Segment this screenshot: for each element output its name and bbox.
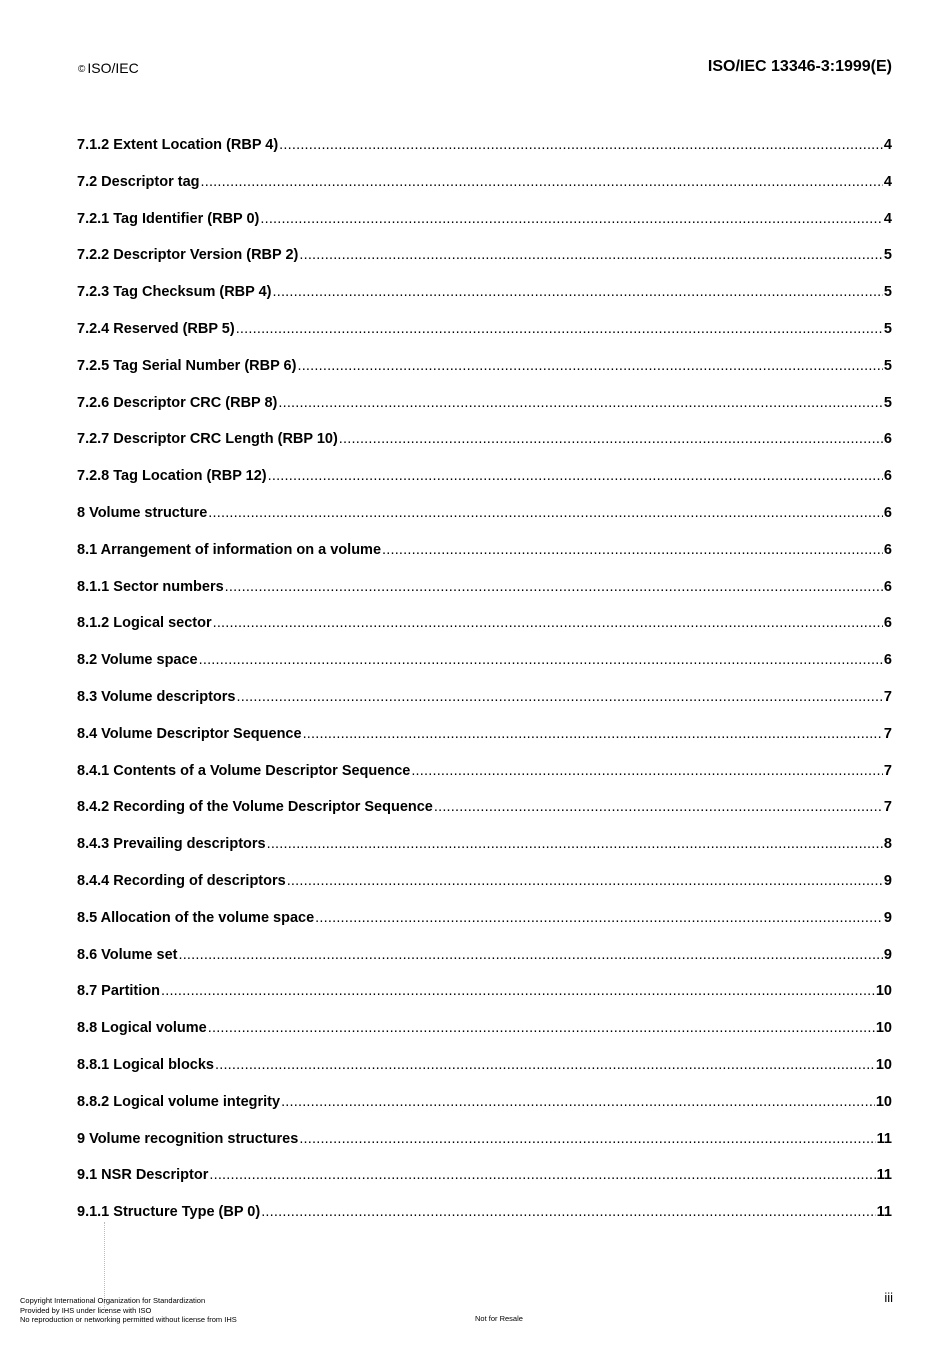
toc-entry-page: 9	[883, 909, 892, 926]
toc-entry-page: 7	[883, 762, 892, 779]
toc-dot-leader	[199, 652, 883, 668]
toc-entry[interactable]	[77, 726, 892, 763]
toc-entry[interactable]	[77, 1131, 892, 1168]
toc-entry-title: 9.1 NSR Descriptor	[77, 1167, 209, 1184]
toc-entry-title: 8 Volume structure	[77, 504, 208, 521]
toc-dot-leader	[260, 211, 883, 227]
not-for-resale: Not for Resale	[475, 1314, 523, 1323]
toc-dot-leader	[201, 174, 883, 190]
toc-dot-leader	[411, 763, 883, 779]
toc-dot-leader	[268, 468, 883, 484]
toc-entry-title: 8.4.1 Contents of a Volume Descriptor Sequence	[77, 762, 411, 779]
toc-dot-leader	[236, 321, 883, 337]
toc-entry-page: 6	[883, 615, 892, 632]
toc-dot-leader	[208, 505, 883, 521]
toc-entry[interactable]	[77, 468, 892, 505]
toc-entry-page: 5	[883, 394, 892, 411]
toc-entry[interactable]	[77, 505, 892, 542]
toc-entry-page: 5	[883, 284, 892, 301]
toc-entry-page: 9	[883, 946, 892, 963]
toc-entry-title: 8.4.2 Recording of the Volume Descriptor Sequence	[77, 799, 433, 816]
footer-line-1: Copyright International Organization for Standardization	[20, 1296, 206, 1305]
toc-entry-page: 11	[876, 1130, 892, 1147]
toc-dot-leader	[279, 137, 883, 153]
toc-entry-page: 4	[883, 173, 892, 190]
toc-entry-title: 7.2.5 Tag Serial Number (RBP 6)	[77, 357, 297, 374]
toc-dot-leader	[299, 1131, 875, 1147]
toc-entry-title: 8.8.1 Logical blocks	[77, 1056, 214, 1073]
toc-dot-leader	[161, 983, 875, 999]
toc-entry[interactable]	[77, 358, 892, 395]
toc-entry-title: 8.4 Volume Descriptor Sequence	[77, 725, 302, 742]
toc-entry[interactable]	[77, 947, 892, 984]
toc-entry-page: 7	[883, 799, 892, 816]
toc-entry[interactable]	[77, 542, 892, 579]
toc-entry[interactable]	[77, 983, 892, 1020]
toc-entry-page: 10	[875, 983, 892, 1000]
toc-entry-title: 7.2.1 Tag Identifier (RBP 0)	[77, 210, 260, 227]
toc-entry[interactable]	[77, 1204, 892, 1241]
toc-entry-title: 8.1.1 Sector numbers	[77, 578, 224, 595]
toc-entry[interactable]	[77, 321, 892, 358]
footer-copyright	[20, 1296, 237, 1325]
toc-entry-title: 8.7 Partition	[77, 983, 160, 1000]
toc-entry-page: 8	[883, 836, 892, 853]
footer-line-2: Provided by IHS under license with ISO	[20, 1305, 152, 1315]
toc-entry-title: 7.2.2 Descriptor Version (RBP 2)	[77, 247, 299, 264]
toc-entry[interactable]	[77, 431, 892, 468]
toc-entry-title: 7.1.2 Extent Location (RBP 4)	[77, 137, 279, 153]
toc-dot-leader	[434, 799, 883, 815]
toc-entry[interactable]	[77, 284, 892, 321]
copyright-symbol: ©	[78, 64, 86, 75]
toc-dot-leader	[267, 836, 883, 852]
toc-entry[interactable]	[77, 211, 892, 248]
toc-entry[interactable]	[77, 395, 892, 432]
toc-entry[interactable]	[77, 1057, 892, 1094]
toc-entry[interactable]	[77, 910, 892, 947]
toc-entry-title: 9 Volume recognition structures	[77, 1130, 299, 1147]
page-number: iii	[884, 1290, 893, 1305]
toc-entry-page: 11	[876, 1167, 892, 1184]
toc-entry-title: 8.1.2 Logical sector	[77, 615, 212, 632]
toc-entry-page: 6	[883, 652, 892, 669]
toc-entry-title: 8.4.4 Recording of descriptors	[77, 872, 286, 889]
toc-dot-leader	[236, 689, 882, 705]
toc-dot-leader	[339, 431, 883, 447]
toc-dot-leader	[209, 1167, 875, 1183]
footer-line-3: No reproduction or networking permitted without license from IHS	[20, 1315, 237, 1324]
toc-entry-page: 4	[883, 137, 892, 153]
toc-entry[interactable]	[77, 689, 892, 726]
toc-dot-leader	[213, 615, 883, 631]
toc-entry-title: 8.1 Arrangement of information on a volume	[77, 541, 382, 558]
toc-entry[interactable]	[77, 763, 892, 800]
toc-dot-leader	[299, 247, 883, 263]
toc-entry[interactable]	[77, 137, 892, 174]
toc-entry-title: 8.8 Logical volume	[77, 1020, 207, 1037]
document-id: ISO/IEC 13346-3:1999(E)	[707, 58, 892, 75]
toc-entry[interactable]	[77, 247, 892, 284]
toc-entry[interactable]	[77, 652, 892, 689]
toc-entry[interactable]	[77, 799, 892, 836]
toc-entry-page: 11	[876, 1204, 892, 1221]
toc-dot-leader	[303, 726, 883, 742]
table-of-contents	[77, 137, 892, 1241]
toc-entry[interactable]	[77, 174, 892, 211]
toc-entry-title: 8.3 Volume descriptors	[77, 688, 236, 705]
toc-entry-title: 8.2 Volume space	[77, 652, 198, 669]
toc-dot-leader	[208, 1020, 875, 1036]
toc-entry-title: 7.2.3 Tag Checksum (RBP 4)	[77, 284, 272, 301]
toc-entry-title: 7.2.7 Descriptor CRC Length (RBP 10)	[77, 431, 338, 448]
toc-entry-page: 6	[883, 431, 892, 448]
toc-dot-leader	[225, 579, 883, 595]
toc-entry-page: 9	[883, 872, 892, 889]
toc-dot-leader	[382, 542, 883, 558]
toc-dot-leader	[297, 358, 882, 374]
toc-entry-page: 5	[883, 357, 892, 374]
toc-entry-page: 10	[875, 1056, 892, 1073]
toc-entry-page: 6	[883, 504, 892, 521]
toc-entry-title: 8.4.3 Prevailing descriptors	[77, 836, 266, 853]
toc-dot-leader	[315, 910, 883, 926]
toc-dot-leader	[278, 395, 883, 411]
toc-entry[interactable]	[77, 1094, 892, 1131]
toc-entry-page: 6	[883, 468, 892, 485]
toc-entry-page: 10	[875, 1020, 892, 1037]
toc-entry-page: 7	[883, 725, 892, 742]
toc-entry[interactable]	[77, 615, 892, 652]
toc-entry[interactable]	[77, 1020, 892, 1057]
toc-entry-page: 6	[883, 541, 892, 558]
toc-dot-leader	[261, 1204, 875, 1220]
toc-entry-page: 5	[883, 320, 892, 337]
toc-dot-leader	[178, 947, 882, 963]
toc-entry-title: 7.2.6 Descriptor CRC (RBP 8)	[77, 394, 278, 411]
header-org-text: ISO/IEC	[87, 60, 139, 76]
toc-dot-leader	[287, 873, 883, 889]
toc-entry-title: 8.8.2 Logical volume integrity	[77, 1093, 281, 1110]
toc-entry[interactable]	[77, 873, 892, 910]
toc-dot-leader	[281, 1094, 875, 1110]
toc-entry[interactable]	[77, 836, 892, 873]
toc-entry[interactable]	[77, 579, 892, 616]
toc-entry-title: 8.6 Volume set	[77, 946, 178, 963]
header-org	[78, 60, 139, 76]
toc-entry-page: 10	[875, 1093, 892, 1110]
toc-entry-page: 4	[883, 210, 892, 227]
toc-entry-page: 6	[883, 578, 892, 595]
toc-dot-leader	[215, 1057, 875, 1073]
toc-entry[interactable]	[77, 1167, 892, 1204]
toc-entry-page: 7	[883, 688, 892, 705]
toc-entry-title: 9.1.1 Structure Type (BP 0)	[77, 1204, 261, 1221]
toc-entry-title: 7.2.8 Tag Location (RBP 12)	[77, 468, 267, 485]
toc-entry-title: 8.5 Allocation of the volume space	[77, 909, 315, 926]
toc-entry-title: 7.2.4 Reserved (RBP 5)	[77, 320, 235, 337]
toc-entry-page: 5	[883, 247, 892, 264]
toc-dot-leader	[272, 284, 882, 300]
toc-entry-title: 7.2 Descriptor tag	[77, 173, 200, 190]
